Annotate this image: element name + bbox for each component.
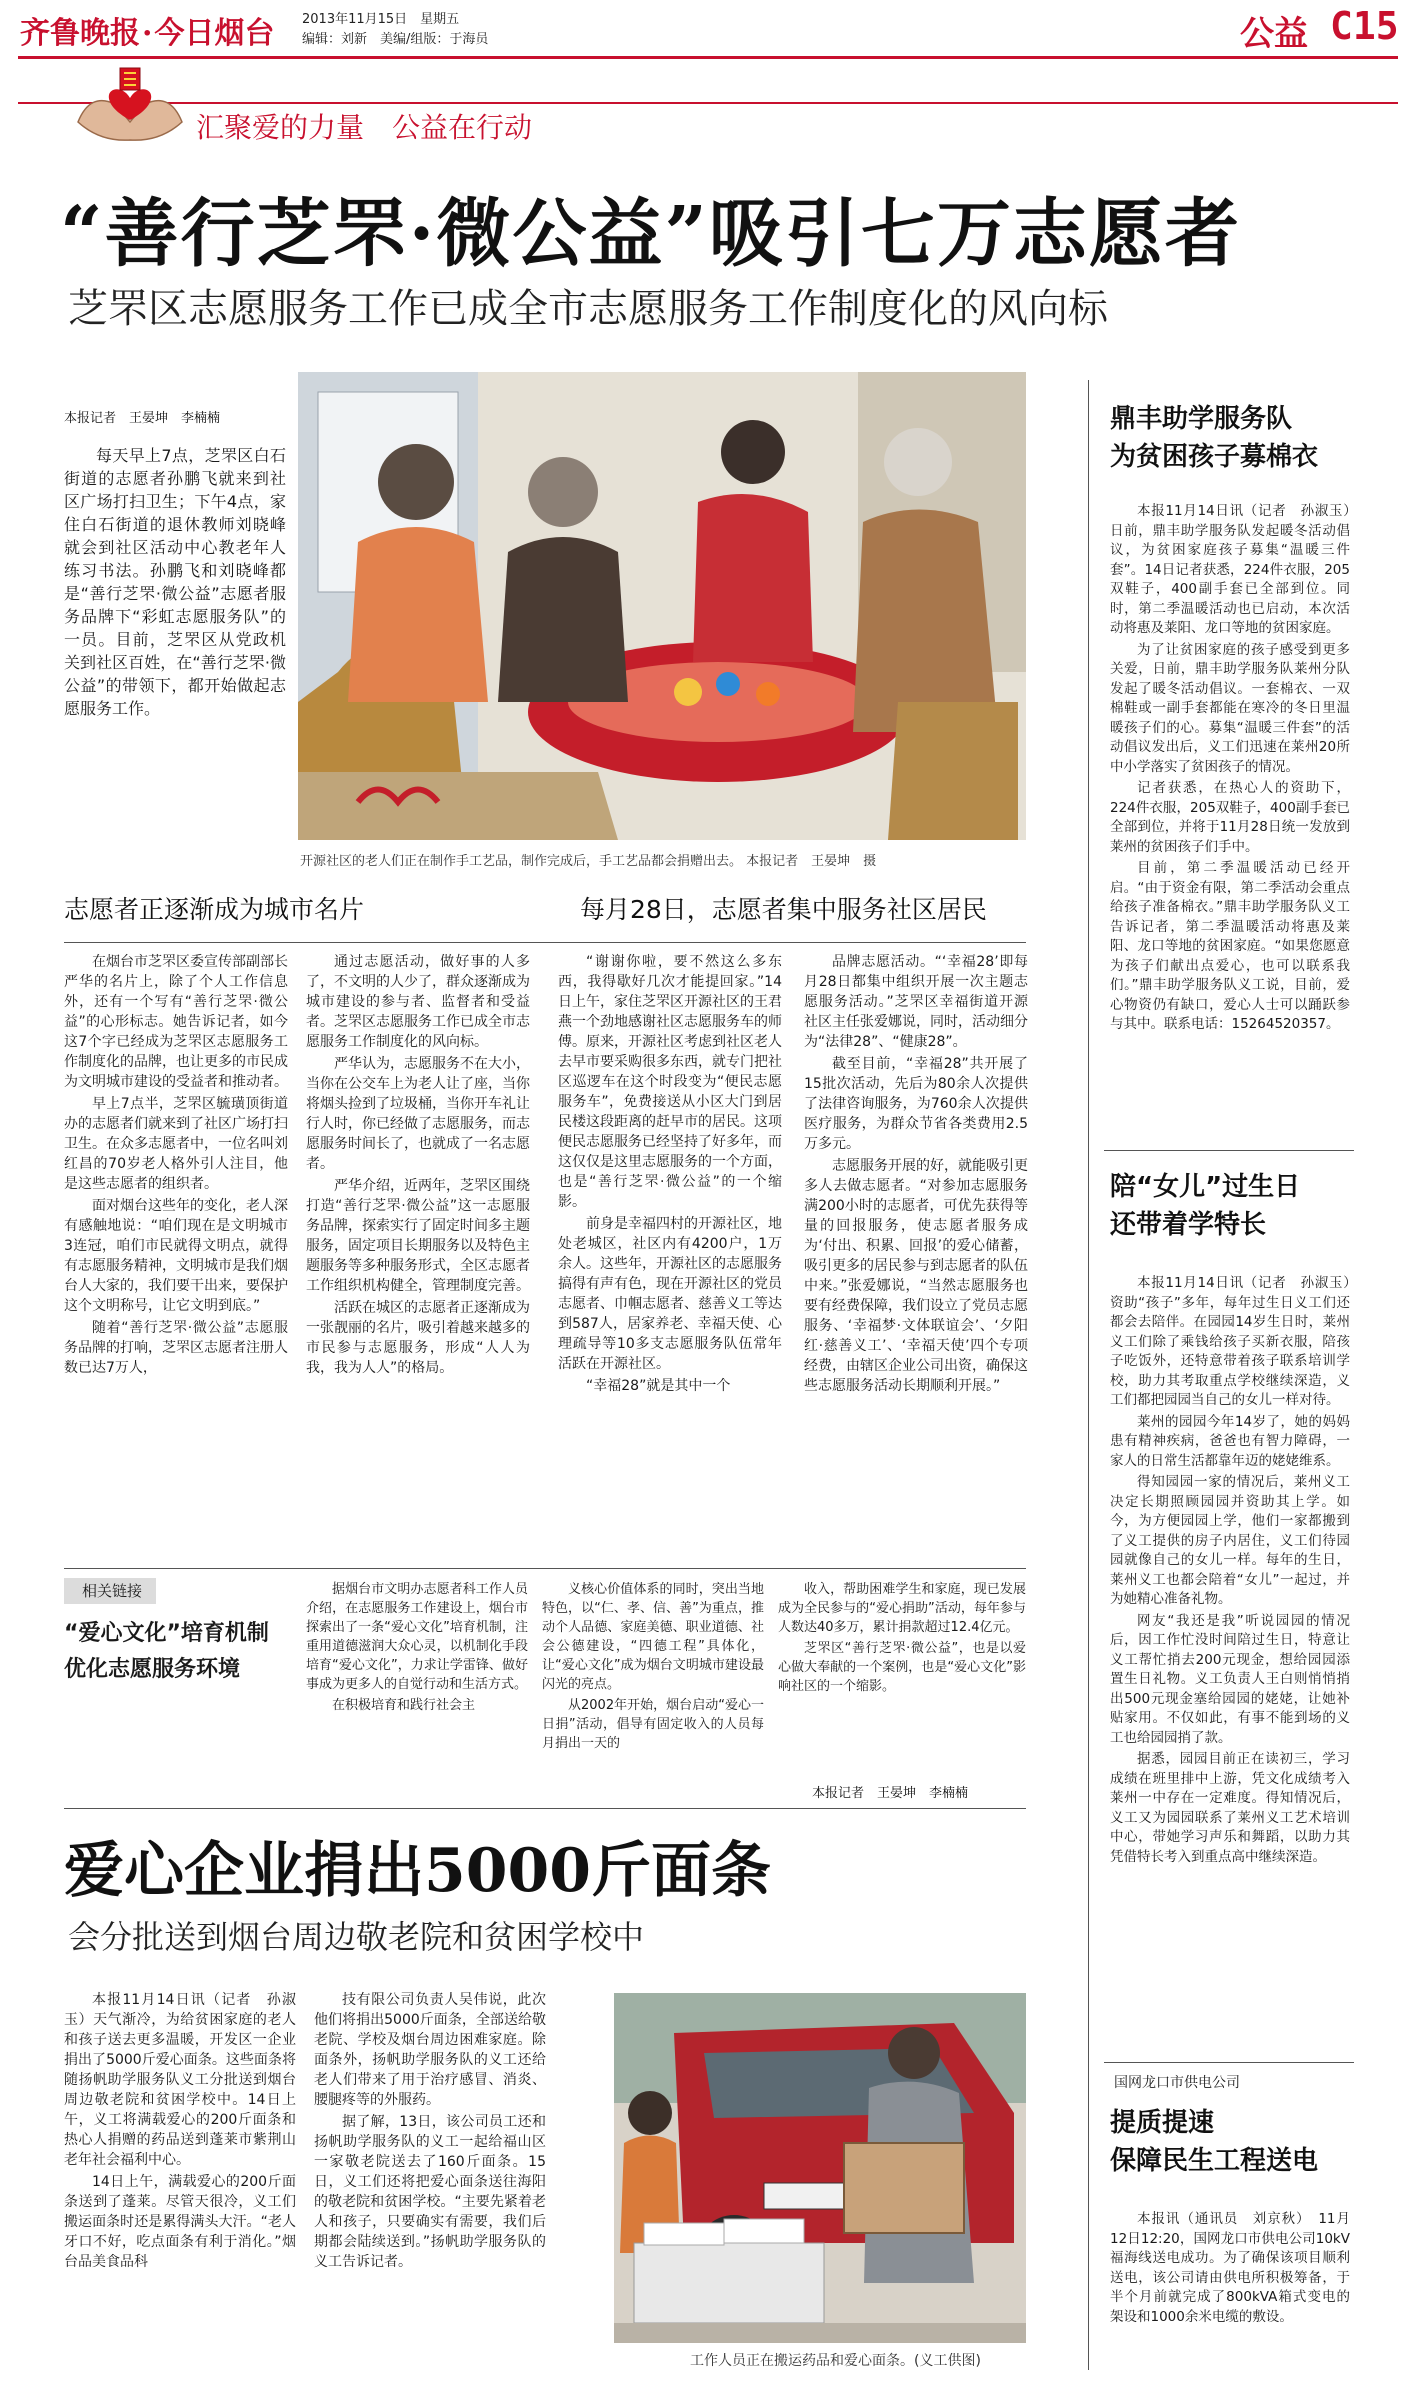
story1-section2-title: 每月28日，志愿者集中服务社区居民: [580, 895, 987, 924]
side2-title: [1110, 1168, 1300, 1244]
paragraph: 本报11月14日讯（记者 孙淑玉）天气渐冷，为给贫困家庭的老人和孩子送去更多温暖，开发区一企业捐出了5000斤爱心面条。这些面条将随扬帆助学服务队义工分批送到烟台周边敬老院和贫困学校中。14日上午，义工将满载爱心的200斤面条和热心人捐赠的药品送到蓬莱市紫荆山老年社会福利中心。: [64, 1992, 296, 2168]
paragraph: 据烟台市文明办志愿者科工作人员介绍，在志愿服务工作建设上，烟台市探索出了一条“爱心文化”培育机制，注重用道德滋润大众心灵，以机制化手段培育“爱心文化”，力求让学雷锋、做好事成为更多人的自觉行动和生活方式。: [306, 1582, 528, 1692]
story2-subhead: 会分批送到烟台周边敬老院和贫困学校中: [68, 1918, 645, 1956]
paragraph: 随着“善行芝罘·微公益”志愿服务品牌的打响，芝罘区志愿者注册人数已达7万人，: [64, 1320, 288, 1376]
paragraph: 为了让贫困家庭的孩子感受到更多关爱，日前，鼎丰助学服务队莱州分队发起了暖冬活动倡议。一套棉衣、一双棉鞋或一副手套都能在寒冷的冬日里温暖孩子们的心。募集“温暖三件套”的活动倡议发出后，义工们迅速在莱州20所中小学落实了贫困孩子的情况。: [1110, 641, 1350, 775]
link-top-rule: [64, 1568, 1026, 1569]
paragraph: 收入，帮助困难学生和家庭，现已发展成为全民参与的“爱心捐助”活动，每年参与人数达40多万，累计捐款超过12.4亿元。: [778, 1582, 1026, 1635]
photo2-caption: 工作人员正在搬运药品和爱心面条。(义工供图): [690, 2353, 981, 2369]
story1-col2: [306, 952, 530, 1560]
paragraph: 在积极培育和践行社会主: [332, 1698, 476, 1713]
story1-col4: [804, 952, 1028, 1560]
charity-banner: [18, 62, 1398, 150]
side3-title-line2: 保障民生工程送电: [1110, 2146, 1319, 2176]
photo-noodle-delivery: [614, 1993, 1026, 2343]
side-rule-1: [1104, 1150, 1354, 1151]
link-col2: [542, 1580, 764, 1802]
section-rule: [64, 942, 1026, 943]
paragraph: 在烟台市芝罘区委宣传部副部长严华的名片上，除了个人工作信息外，还有一个写有“善行芝罘·微公益”的心形标志。她告诉记者，如今这7个字已经成为芝罘区志愿服务工作制度化的品牌，也让更多的市民成为文明城市建设的受益者和推动者。: [64, 954, 288, 1090]
paragraph: 前身是幸福四村的开源社区，地处老城区，社区内有4200户，1万余人。这些年，开源社区的志愿服务搞得有声有色，现在开源社区的党员志愿者、巾帼志愿者、慈善义工等达到587人，居家养老、幸福天使、心理疏导等10多支志愿服务队伍常年活跃在开源社区。: [558, 1216, 782, 1372]
masthead: [0, 0, 1417, 60]
paragraph: 早上7点半，芝罘区毓璜顶街道办的志愿者们就来到了社区广场打扫卫生。在众多志愿者中，一位名叫刘红昌的70岁老人格外引人注目，他是这些志愿者的组织者。: [64, 1096, 288, 1192]
paragraph: 严华介绍，近两年，芝罘区围绕打造“善行芝罘·微公益”这一志愿服务品牌，探索实行了固定时间多主题服务，固定项目长期服务以及特色主题服务等多种服务形式，全区志愿者工作组织机构健全，管理制度完善。: [306, 1178, 530, 1294]
side3-body: [1110, 2210, 1350, 2370]
side1-title-line2: 为贫困孩子募棉衣: [1110, 442, 1319, 472]
link-byline: 本报记者 王晏坤 李楠楠: [812, 1786, 969, 1801]
side3-title: [1110, 2104, 1318, 2180]
logo-separator: ·: [142, 16, 153, 51]
hands-heart-icon: [70, 62, 190, 144]
related-link-title-line1: “爱心文化”培育机制: [64, 1621, 269, 1646]
paragraph: 技有限公司负责人吴伟说，此次他们将捐出5000斤面条，全部送给敬老院、学校及烟台周边困难家庭。除面条外，扬帆助学服务队的义工还给老人们带来了用于治疗感冒、消炎、腰腿疼等的外服药。: [314, 1992, 546, 2108]
banner-slogan: 汇聚爱的力量 公益在行动: [196, 111, 533, 144]
story1-byline: 本报记者 王晏坤 李楠楠: [64, 411, 221, 426]
paragraph: “幸福28”就是其中一个: [586, 1378, 731, 1394]
side3-title-line1: 提质提速: [1110, 2108, 1215, 2138]
paragraph: 芝罘区“善行芝罘·微公益”，也是以爱心做大奉献的一个案例，也是“爱心文化”影响社区的一个缩影。: [778, 1641, 1026, 1694]
side1-body: [1110, 502, 1364, 1142]
story1-col3: [558, 952, 782, 1560]
related-link-tag: 相关链接: [64, 1578, 156, 1604]
paragraph: 志愿服务开展的好，就能吸引更多人去做志愿者。“对参加志愿服务满200小时的志愿者，可优先获得等量的回报服务，使志愿者服务成为‘付出、积累、回报’的爱心储蓄，吸引更多的居民参与到志愿者的队伍中来。”张爱娜说，“当然志愿服务也要有经费保障，我们设立了党员志愿服务、‘幸福梦·文体联谊会’、‘夕阳红·慈善义工’、‘幸福天使’四个专项经费，由辖区企业公司出资，确保这些志愿服务活动长期顺利开展。”: [804, 1158, 1028, 1394]
side2-body: [1110, 1274, 1364, 2054]
story1-col1: [64, 952, 288, 1560]
photo1-caption: 开源社区的老人们正在制作手工艺品，制作完成后，手工艺品都会捐赠出去。 本报记者 王晏坤 摄: [300, 854, 877, 869]
section-name: 公益: [1240, 14, 1308, 54]
paragraph: 品牌志愿活动。“‘幸福28’即每月28日都集中组织开展一次主题志愿服务活动。”芝罘区幸福街道开源社区主任张爱娜说，同时，活动细分为“法律28”、“健康28”。: [804, 954, 1028, 1050]
story1-lead: [64, 444, 286, 796]
story1-subhead: 芝罘区志愿服务工作已成全市志愿服务工作制度化的风向标: [68, 286, 1108, 332]
paragraph: 据悉，园园目前正在读初三，学习成绩在班里排中上游，凭文化成绩考入莱州一中存在一定难度。得知情况后，义工又为园园联系了莱州义工艺术培训中心，带她学习声乐和舞蹈，以助力其凭借特长考入到重点高中继续深造。: [1110, 1751, 1350, 1865]
story1-lead-text: 每天早上7点，芝罘区白石街道的志愿者孙鹏飞就来到社区广场打扫卫生；下午4点，家住白石街道的退休教师刘晓峰就会到社区活动中心教老年人练习书法。孙鹏飞和刘晓峰都是“善行芝罘·微公益”志愿者服务品牌下“彩虹志愿服务队”的一员。目前，芝罘区从党政机关到社区百姓，在“善行芝罘·微公益”的带领下，都开始做起志愿服务工作。: [64, 446, 286, 718]
logo-text: 齐鲁晚报: [20, 16, 140, 51]
page-number: C15: [1330, 4, 1399, 48]
photo-elderly-crafts: [298, 372, 1026, 840]
story2-headline: 爱心企业捐出5000斤面条: [64, 1836, 771, 1906]
paragraph: 记者获悉，在热心人的资助下，224件衣服，205双鞋子，400副手套已全部到位，并将于11月28日统一发放到莱州的贫困孩子们手中。: [1110, 780, 1350, 855]
link-col3: [778, 1580, 1026, 1776]
side1-title: [1110, 400, 1318, 476]
story2-col2: [314, 1990, 546, 2370]
paragraph: 活跃在城区的志愿者正逐渐成为一张靓丽的名片，吸引着越来越多的市民参与志愿服务，形成“人人为我，我为人人”的格局。: [306, 1300, 530, 1376]
related-link-title: [64, 1616, 269, 1688]
link-bottom-rule: [64, 1808, 1026, 1809]
side1-title-line1: 鼎丰助学服务队: [1110, 404, 1293, 434]
issue-staff: 编辑：刘新 美编/组版：于海员: [302, 32, 489, 47]
side-rule-2: [1104, 2062, 1354, 2063]
paragraph: “谢谢你啦，要不然这么多东西，我得歇好几次才能提回家。”14日上午，家住芝罘区开源社区的王君燕一个劲地感谢社区志愿服务车的师傅。原来，开源社区考虑到社区老人去早市要采购很多东西，就专门把社区巡逻车在这个时段变为“便民志愿服务车”，免费接送从小区大门到居民楼这段距离的赶早市的居民。这项便民志愿服务已经坚持了好多年，而这仅仅是这里志愿服务的一个方面，也是“善行芝罘·微公益”的一个缩影。: [558, 954, 782, 1210]
paragraph: 目前，第二季温暖活动已经开启。“由于资金有限，第二季活动会重点给孩子准备棉衣。”鼎丰助学服务队义工告诉记者，第二季温暖活动将惠及莱阳、龙口等地的贫困家庭。“如果您愿意为孩子们献出点爱心，也可以联系我们。”鼎丰助学服务队义工说，目前，爱心物资仍有缺口，爱心人士可以踊跃参与其中。联系电话：15264520357。: [1110, 860, 1350, 1032]
link-col1: [306, 1580, 528, 1802]
paragraph: 本报11月14日讯（记者 孙淑玉） 资助“孩子”多年，每年过生日义工们还都会去陪伴。在园园14岁生日时，莱州义工们除了乘钱给孩子买新衣服，陪孩子吃饭外，还特意带着孩子联系培训学校，助力其考取重点学校继续深造，义工们都把园园当自己的女儿一样对待。: [1110, 1275, 1364, 1408]
related-link-title-line2: 优化志愿服务环境: [64, 1657, 241, 1682]
paragraph: 莱州的园园今年14岁了，她的妈妈患有精神疾病，爸爸也有智力障碍，一家人的日常生活都靠年迈的姥姥维系。: [1110, 1413, 1350, 1469]
paragraph: 据了解，13日，该公司员工还和扬帆助学服务队的义工一起给福山区一家敬老院送去了160斤面条。15日，义工们还将把爱心面条送往海阳的敬老院和贫困学校。“主要先紧着老人和孩子，只要确实有需要，我们后期都会陆续送到。”扬帆助学服务队的义工告诉记者。: [314, 2114, 546, 2270]
sidebar-divider: [1088, 380, 1089, 2370]
paragraph: 截至目前，“幸福28”共开展了15批次活动，先后为80余人次提供了法律咨询服务，为760余人次提供医疗服务，为群众节省各类费用2.5万多元。: [804, 1056, 1028, 1152]
newspaper-logo: [20, 8, 274, 52]
story1-section1-title: 志愿者正逐渐成为城市名片: [64, 895, 365, 924]
paragraph: 本报讯（通讯员 刘京秋） 11月12日12:20，国网龙口市供电公司10kV福海线送电成功。为了确保该项目顺利送电，该公司请由供电所积极筹备，于半个月前就完成了800kVA箱式变电的架设和1000余米电缆的敷设。: [1110, 2211, 1350, 2325]
paragraph: 义核心价值体系的同时，突出当地特色，以“仁、孝、信、善”为重点，推动个人品德、家庭美德、职业道德、社会公德建设，“四德工程”具体化，让“爱心文化”成为烟台文明城市建设最闪光的亮点。: [542, 1582, 764, 1692]
masthead-rule: [18, 56, 1398, 59]
side3-tag: 国网龙口市供电公司: [1114, 2075, 1240, 2091]
photo-noodle-delivery-image: [614, 1993, 1026, 2343]
paragraph: 得知园园一家的情况后，莱州义工决定长期照顾园园并资助其上学。如今，为方便园园上学，他们一家都搬到了义工提供的房子内居住，义工们待园园就像自己的女儿一样。每年的生日，莱州义工也都会陪着“女儿”一起过，并为她精心准备礼物。: [1110, 1474, 1350, 1607]
story1-headline: “善行芝罘·微公益”吸引七万志愿者: [60, 191, 1241, 277]
paragraph: 通过志愿活动，做好事的人多了，不文明的人少了，群众逐渐成为城市建设的参与者、监督者和受益者。芝罘区志愿服务工作已成全市志愿服务工作制度化的风向标。: [306, 954, 530, 1050]
paragraph: 本报11月14日讯（记者 孙淑玉） 日前，鼎丰助学服务队发起暖冬活动倡议，为贫困家庭孩子募集“温暖三件套”。14日记者获悉，224件衣服，205双鞋子，400副手套已全部到位。同时，第二季温暖活动也已启动，本次活动将惠及莱阳、龙口等地的贫困家庭。: [1110, 503, 1364, 636]
photo-elderly-crafts-image: [298, 372, 1026, 840]
paragraph: 严华认为，志愿服务不在大小，当你在公交车上为老人让了座，当你将烟头捡到了垃圾桶，当你开车礼让行人时，你已经做了志愿服务，而志愿服务时间长了，也就成了一名志愿者。: [306, 1056, 530, 1172]
paragraph: 从2002年开始，烟台启动“爱心一日捐”活动，倡导有固定收入的人员每月捐出一天的: [542, 1698, 764, 1751]
issue-meta: [302, 10, 488, 50]
side2-title-line1: 陪“女儿”过生日: [1110, 1172, 1301, 1202]
paragraph: 网友“我还是我”听说园园的情况后，因工作忙没时间陪过生日，特意让义工帮忙捎去200元现金，想给园园添置生日礼物。义工负责人王白则悄悄捎出500元现金塞给园园的姥姥，让她补贴家用。不仅如此，有事不能到场的义工也给园园捎了款。: [1110, 1612, 1350, 1746]
issue-date: 2013年11月15日 星期五: [302, 12, 460, 27]
edition-name: 今日烟台: [154, 16, 275, 51]
paragraph: 面对烟台这些年的变化，老人深有感触地说：“咱们现在是文明城市3连冠，咱们市民就得文明点，就得有志愿服务精神，文明城市是我们烟台人大家的，我们要干出来，要保护这个文明称号，让它文明到底。”: [64, 1198, 288, 1314]
banner-strip: [18, 102, 1398, 104]
story2-col1: [64, 1990, 296, 2370]
paragraph: 14日上午，满载爱心的200斤面条送到了蓬莱。尽管天很冷，义工们搬运面条时还是累得满头大汗。“老人牙口不好，吃点面条有利于消化。”烟台品美食品科: [64, 2174, 296, 2270]
side2-title-line2: 还带着学特长: [1110, 1210, 1267, 1240]
